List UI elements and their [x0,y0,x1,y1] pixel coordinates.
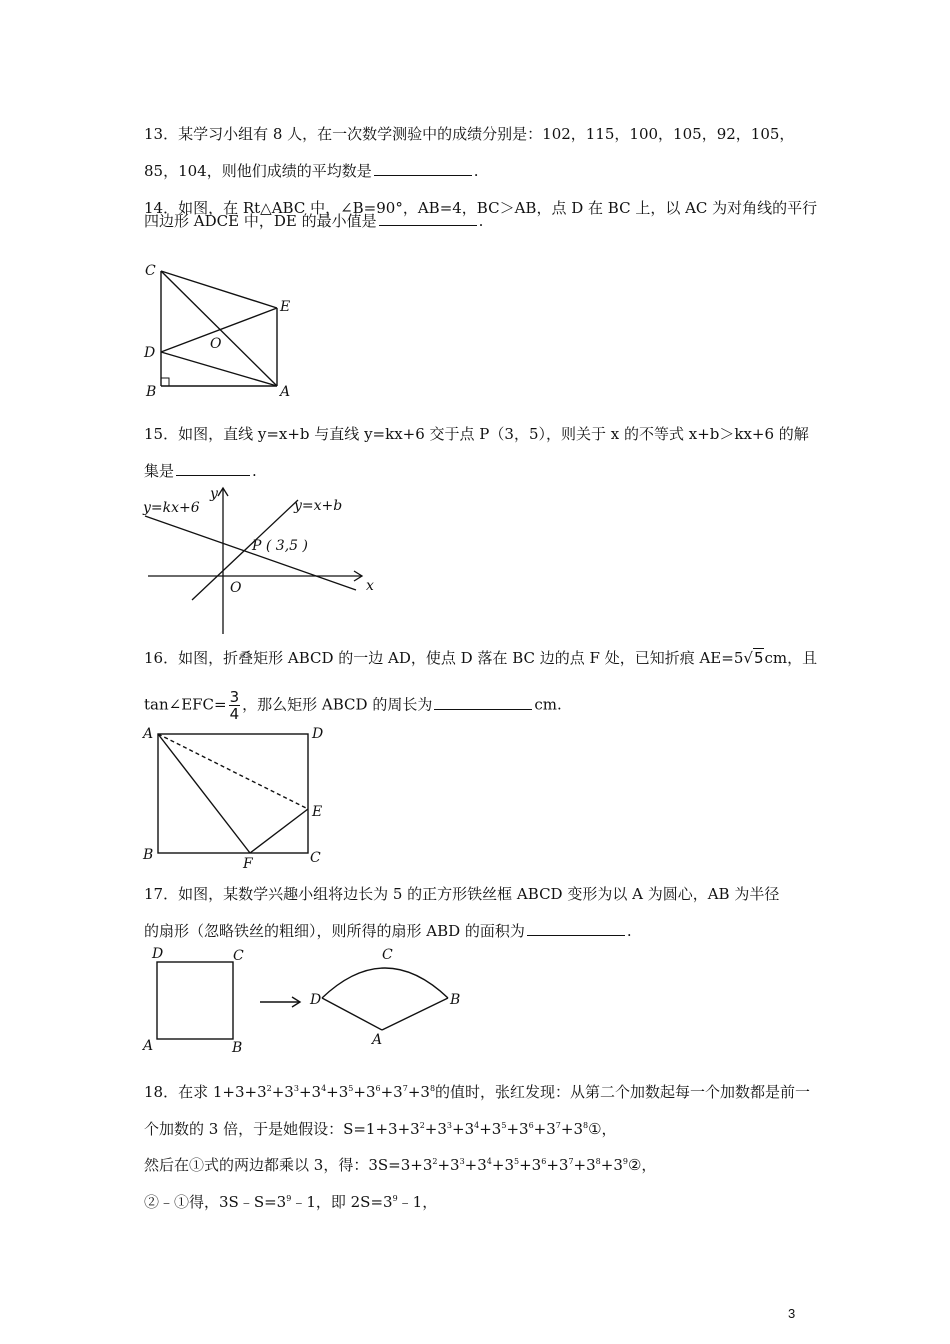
q14-line2-text: 四边形 ADCE 中，DE 的最小值是 [144,212,377,230]
label-D: D [312,726,324,742]
q18-line1-post: 的值时，张红发现：从第二个加数起每一个加数都是前一 [435,1083,811,1101]
label-O: O [210,336,222,352]
q18-line4-mid: ﹣1，即 2S=3 [291,1193,393,1211]
exp: 7 [402,1084,408,1093]
label-D2: D [310,992,322,1008]
label-A: A [280,384,291,400]
exp: 2 [266,1084,272,1093]
label-line-kx6: y=kx+6 [143,500,200,516]
crease-AE [158,734,308,809]
label-C2: C [382,947,393,963]
label-C: C [310,850,321,866]
fraction [229,689,241,722]
q18-line1-text: 18．在求 1+3+3 [144,1083,267,1101]
q14-end: . [478,212,484,230]
fraction-denominator: 4 [229,705,240,723]
label-point-p: P ( 3,5 ) [252,538,308,554]
q18-line1: 18．在求 $1+3+3^2+3^3+3^4+3^5+3^6+3^7+3^8$的值时，张红发现：从第二个加数起每一个加数都是前一 [144,1083,811,1101]
q18-line4-text: ②﹣①得，3S﹣S=3 [144,1193,287,1211]
q15-line1: 15．如图，直线 y=x+b 与直线 y=kx+6 交于点 P（3，5），则关于 x 的不等式 x+b＞kx+6 的解 [144,425,809,443]
label-origin: O [230,580,242,596]
q13-line2-text: 85，104，则他们成绩的平均数是 [144,162,372,180]
q18-line2-text: 个加数的 3 倍，于是她假设：S=1+3+3 [144,1120,420,1138]
label-A2: A [372,1032,383,1048]
exp: 4 [321,1084,327,1093]
q13-line2 [144,161,479,181]
label-x-axis: x [366,578,374,594]
exp: 8 [429,1084,436,1093]
q13-line1: 13．某学习小组有 8 人，在一次数学测验中的成绩分别是：102，115，100，105，92，105， [144,125,795,143]
label-C: C [233,948,244,964]
q16-figure [140,722,340,872]
label-E: E [280,299,291,315]
label-B: B [143,847,154,863]
segment-CE [161,271,277,308]
q16-line1-text: 16．如图，折叠矩形 ABCD 的一边 AD，使点 D 落在 BC 边的点 F 处，已知折痕 AE=5 [144,649,744,667]
sqrt-radicand: 5 [753,649,764,667]
q14-line1: 14．如图，在 Rt△ABC 中，∠B=90°，AB=4，BC＞AB，点 D 在 BC 上，以 AC 为对角线的平行 [144,199,818,217]
label-y-axis: y [210,486,218,502]
label-D: D [144,345,156,361]
label-E: E [312,804,323,820]
label-F: F [243,856,253,872]
segment-FE [250,809,308,853]
segment-DA [322,998,382,1030]
exp: 3 [293,1084,299,1093]
label-A: A [143,1038,154,1054]
right-angle-mark [161,378,169,386]
q16-line2 [144,689,562,722]
q17-answer-blank[interactable] [527,921,625,936]
arc-DCB [322,968,448,998]
q18-line2: 个加数的 3 倍，于是她假设：$S=1+3+3^2+3^3+3^4+3^5+3^6+3^7+3^8①$， [144,1120,617,1138]
q17-figure [140,944,470,1056]
q17-line2 [144,921,632,941]
q16-line2-text: tan∠EFC= [144,695,227,714]
label-B: B [232,1040,243,1056]
q14-line2-container [144,211,483,231]
q15-line2 [144,461,257,481]
label-B: B [146,384,157,400]
square-ABCD [157,962,233,1039]
label-D: D [152,946,164,962]
q13-end: . [473,162,479,180]
q15-figure [140,482,385,638]
q16-line1-post: cm，且 [764,649,818,667]
q14-answer-blank[interactable] [379,211,477,226]
segment-AF [158,734,250,853]
sqrt-symbol: √5 [743,649,764,667]
exp: 5 [348,1084,354,1093]
line-kx6 [145,516,356,590]
q16-line2-post: cm. [534,695,562,714]
q17-line1: 17．如图，某数学兴趣小组将边长为 5 的正方形铁丝框 ABCD 变形为以 A 为圆心，AB 为半径 [144,885,780,903]
page-number: 3 [788,1306,796,1321]
q16-line1 [144,648,817,668]
q14-figure [140,258,300,400]
label-A: A [143,726,154,742]
q15-end: . [252,462,257,480]
q18-line3: 然后在①式的两边都乘以 3，得：$3S=3+3^2+3^3+3^4+3^5+3^6+3^7+3^8+3^9②$， [144,1156,657,1174]
label-B2: B [450,992,461,1008]
exp: 6 [375,1084,381,1093]
q16-line2-mid: ，那么矩形 ABCD 的周长为 [242,695,433,714]
q15-line2-text: 集是 [144,462,175,480]
q17-line2-text: 的扇形（忽略铁丝的粗细），则所得的扇形 ABD 的面积为 [144,922,525,940]
q17-end: . [626,922,632,940]
q18-line4: ②﹣①得，$3S﹣S=3^9﹣1$，即 $2S=3^9﹣1$， [144,1193,438,1211]
segment-AB [382,998,448,1030]
q16-answer-blank[interactable] [434,695,532,710]
q15-answer-blank[interactable] [176,461,250,476]
rectangle-ABCD [158,734,308,853]
q18-line4-post: ﹣1， [397,1193,438,1211]
fraction-numerator: 3 [229,688,240,706]
q13-answer-blank[interactable] [374,161,472,176]
label-C: C [145,263,156,279]
label-line-xb: y=x+b [294,498,343,514]
q18-line3-text: 然后在①式的两边都乘以 3，得：3S=3+3 [144,1156,433,1174]
